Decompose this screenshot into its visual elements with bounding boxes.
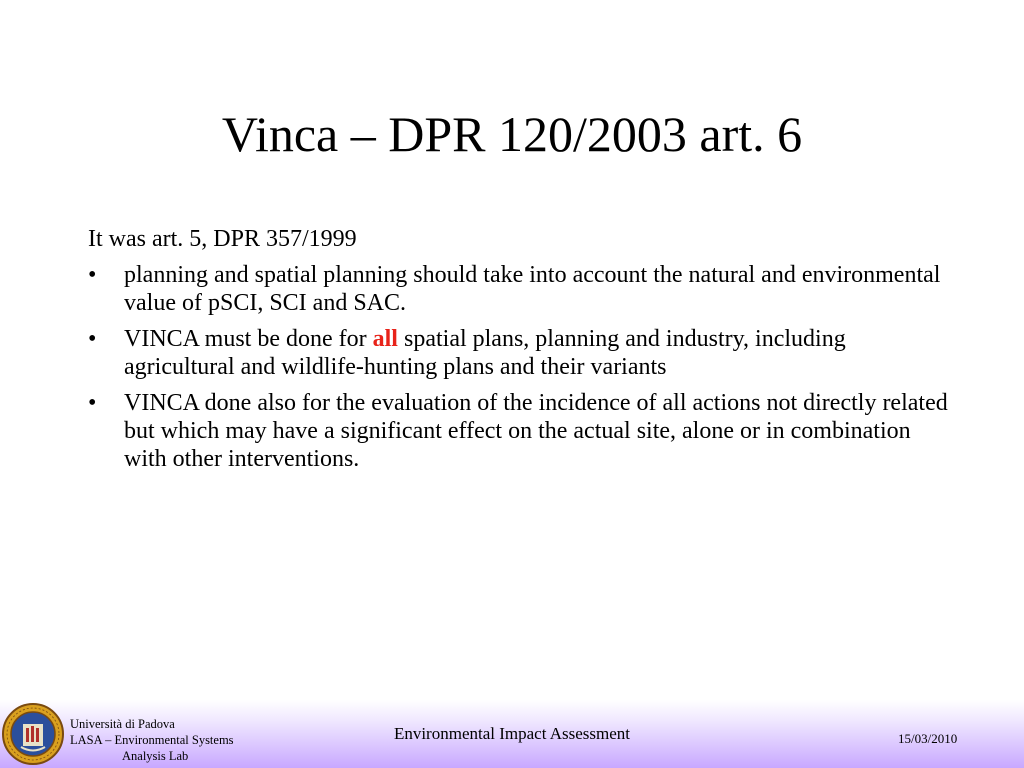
bullet-item bbox=[88, 261, 948, 317]
bullet-item bbox=[88, 389, 948, 473]
slide-body bbox=[88, 225, 948, 481]
bullet-text-after: spatial plans, planning and industry, including agricultural and wildlife-hunting plans and their variants bbox=[124, 326, 846, 380]
bullet-text-before: VINCA must be done for bbox=[124, 326, 373, 352]
bullet-list bbox=[88, 261, 948, 473]
bullet-emphasis: all bbox=[372, 326, 398, 352]
bullet-text: VINCA done also for the evaluation of the incidence of all actions not directly related but which may have a significant effect on the actual site, alone or in combination with other interventions. bbox=[124, 390, 948, 472]
slide-title: Vinca – DPR 120/2003 art. 6 bbox=[221, 106, 803, 162]
institution-line: LASA – Environmental Systems bbox=[70, 733, 234, 747]
bullet-item bbox=[88, 325, 948, 381]
institution-line: Università di Padova bbox=[70, 717, 175, 731]
bullet-text: planning and spatial planning should take into account the natural and environmental value of pSCI, SCI and SAC. bbox=[124, 262, 941, 316]
bullet-icon: • bbox=[88, 390, 97, 416]
bullet-icon: • bbox=[88, 326, 97, 352]
footer-course-title: Environmental Impact Assessment bbox=[393, 724, 631, 743]
intro-line: It was art. 5, DPR 357/1999 bbox=[88, 226, 357, 252]
bullet-icon: • bbox=[88, 262, 97, 288]
institution-line: Analysis Lab bbox=[122, 749, 189, 763]
footer-date: 15/03/2010 bbox=[898, 731, 958, 746]
